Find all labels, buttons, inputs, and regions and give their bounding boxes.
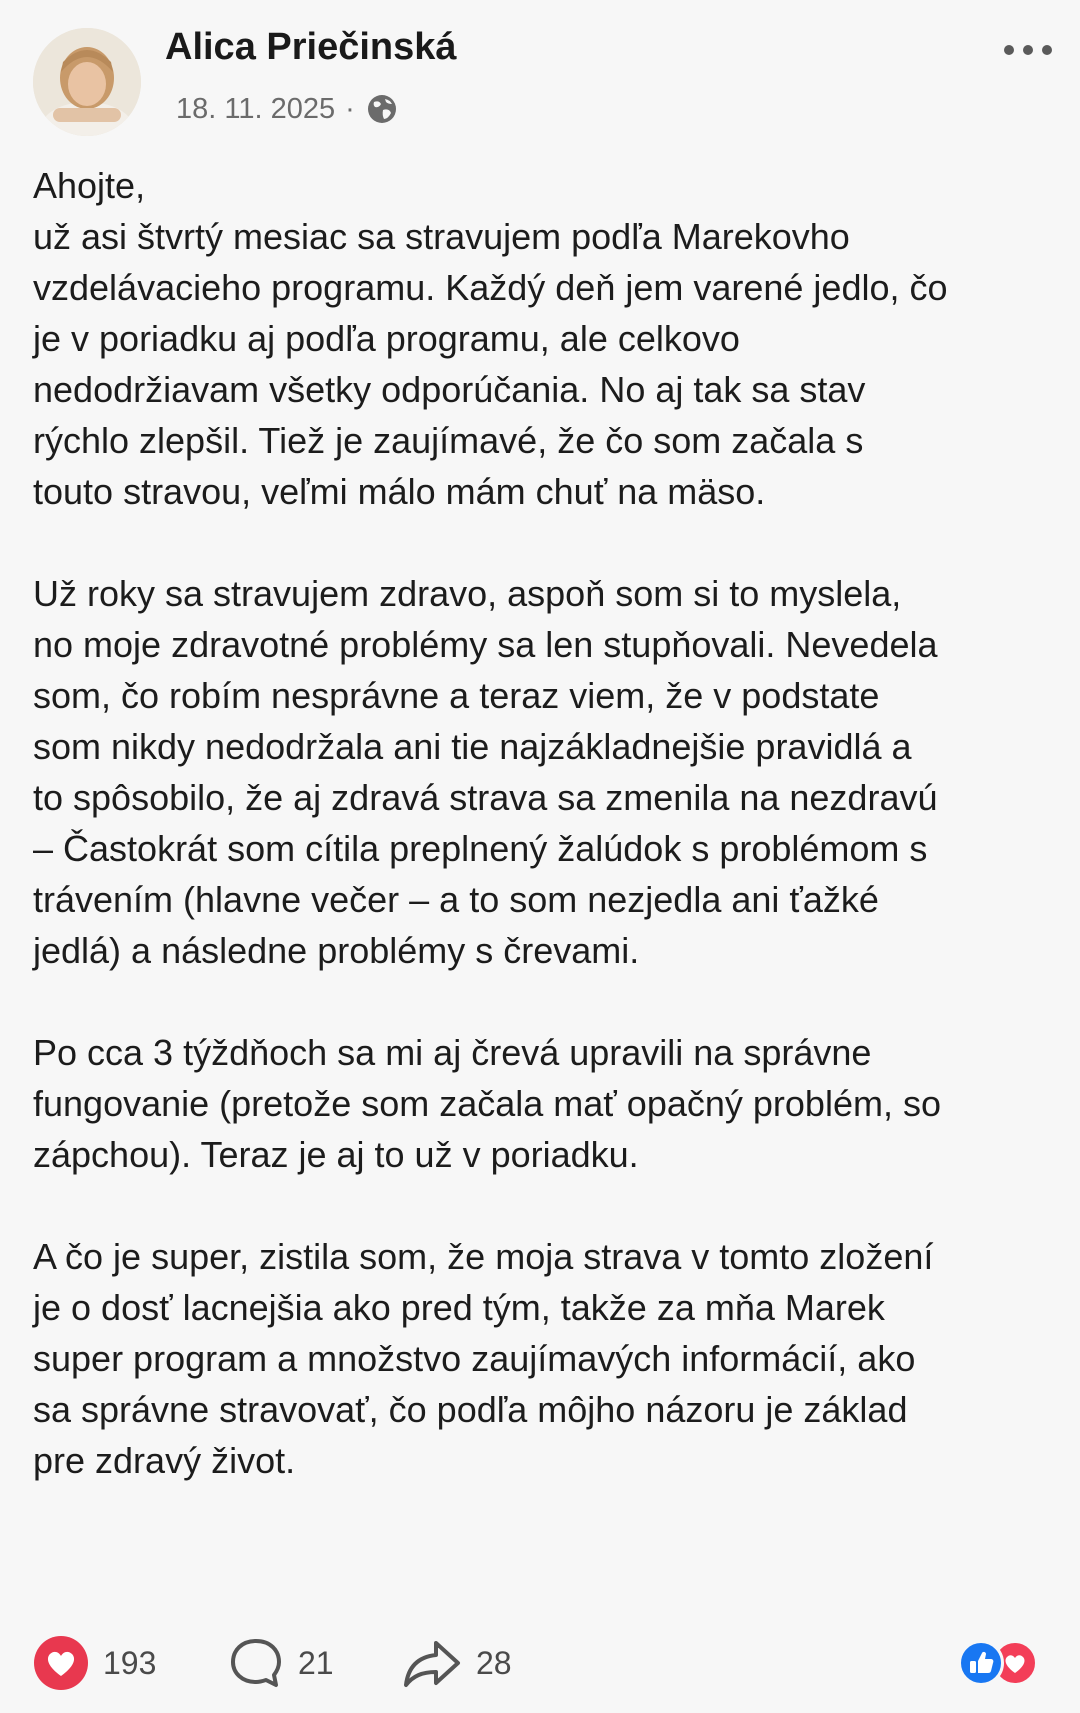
text-line: som nikdy nedodržala ani tie najzákladnejšie pravidlá a — [33, 726, 912, 767]
more-options-button[interactable] — [998, 30, 1058, 70]
comment-count: 21 — [298, 1644, 334, 1681]
avatar-photo — [33, 28, 141, 136]
post-footer — [0, 1630, 1080, 1696]
post-date[interactable]: 18. 11. 2025 — [176, 92, 336, 125]
comment-bubble-icon — [228, 1635, 284, 1691]
text-line: už asi štvrtý mesiac sa stravujem podľa Marekovho — [33, 216, 850, 257]
text-line: rýchlo zlepšil. Tiež je zaujímavé, že čo som začala s — [33, 420, 864, 461]
post-paragraph-4 — [33, 1231, 1058, 1486]
share-arrow-icon — [402, 1635, 462, 1691]
text-line: som, čo robím nesprávne a teraz viem, že v podstate — [33, 675, 880, 716]
avatar[interactable] — [33, 28, 141, 136]
post-meta — [176, 90, 399, 128]
text-line: pre zdravý život. — [33, 1440, 296, 1481]
text-line: Po cca 3 týždňoch sa mi aj črevá upravili na správne — [33, 1032, 872, 1073]
meta-separator: · — [345, 92, 355, 125]
text-line: jedlá) a následne problémy s črevami. — [33, 930, 640, 971]
text-line: je v poriadku aj podľa programu, ale celkovo — [33, 318, 740, 359]
text-line: no moje zdravotné problémy sa len stupňovali. Nevedela — [33, 624, 938, 665]
reaction-summary[interactable] — [958, 1640, 1058, 1686]
text-line: touto stravou, veľmi málo mám chuť na mäso. — [33, 471, 766, 512]
text-line: nedodržiavam všetky odporúčania. No aj tak sa stav — [33, 369, 866, 410]
text-line: Ahojte, — [33, 165, 146, 206]
text-line: fungovanie (pretože som začala mať opačný problém, so — [33, 1083, 941, 1124]
text-line: je o dosť lacnejšia ako pred tým, takže za mňa Marek — [33, 1287, 885, 1328]
post-header — [0, 0, 1080, 150]
text-line: zápchou). Teraz je aj to už v poriadku. — [33, 1134, 639, 1175]
post-paragraph-3 — [33, 1027, 1058, 1180]
text-line: super program a množstvo zaujímavých informácií, ako — [33, 1338, 916, 1379]
thumbs-up-icon — [958, 1640, 1004, 1686]
comment-button[interactable] — [228, 1630, 334, 1696]
text-line: to spôsobilo, že aj zdravá strava sa zmenila na nezdravú — [33, 777, 938, 818]
like-button[interactable] — [33, 1630, 156, 1696]
post-text — [33, 160, 1058, 1486]
share-count: 28 — [476, 1644, 512, 1681]
globe-icon — [365, 92, 399, 126]
more-dots-icon — [1003, 44, 1053, 56]
text-line: Už roky sa stravujem zdravo, aspoň som si to myslela, — [33, 573, 902, 614]
author-name[interactable]: Alica Priečinská — [165, 26, 457, 68]
heart-icon — [33, 1635, 89, 1691]
text-line: trávením (hlavne večer – a to som nezjedla ani ťažké — [33, 879, 879, 920]
post-paragraph-1 — [33, 160, 1058, 517]
text-line: vzdelávacieho programu. Každý deň jem varené jedlo, čo — [33, 267, 948, 308]
text-line: A čo je super, zistila som, že moja strava v tomto zložení — [33, 1236, 934, 1277]
share-button[interactable] — [402, 1630, 512, 1696]
like-count: 193 — [103, 1644, 157, 1681]
text-line: – Častokrát som cítila preplnený žalúdok s problémom s — [33, 828, 928, 869]
post-paragraph-2 — [33, 568, 1058, 976]
text-line: sa správne stravovať, čo podľa môjho názoru je základ — [33, 1389, 908, 1430]
thumbs-up-glyph — [961, 1643, 1001, 1683]
